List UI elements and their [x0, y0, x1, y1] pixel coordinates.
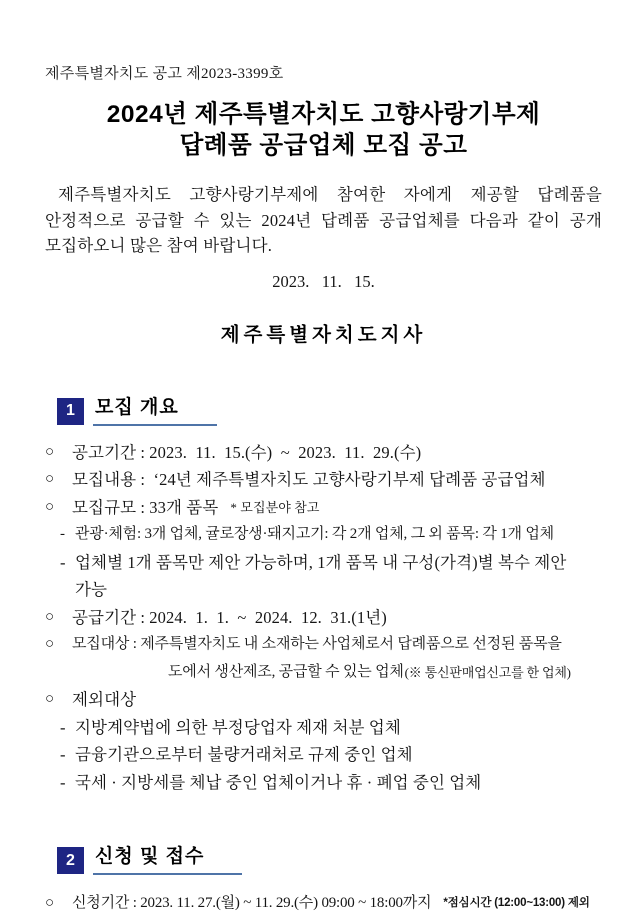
item-text: 지방계약법에 의한 부정당업자 제재 처분 업체	[75, 717, 401, 737]
section-2-number-badge: 2	[57, 847, 84, 874]
list-item	[60, 769, 602, 797]
list-item	[45, 686, 602, 714]
item-note: * 모집분야 참고	[230, 499, 320, 515]
item-note: (※ 통신판매업신고를 한 업체)	[404, 664, 571, 680]
item-text: 신청기간 : 2023. 11. 27.(월) ~ 11. 29.(수) 09:00 ~ 18:00까지	[72, 895, 432, 911]
section-1-list	[45, 439, 602, 797]
item-marker: -	[60, 745, 66, 764]
page-title-line-2: 답례품 공급업체 모집 공고	[179, 132, 468, 159]
doc-number: 제주특별자치도 공고 제2023-3399호	[45, 66, 284, 82]
section-1-header	[57, 392, 602, 426]
section-2-title: 신청 및 접수	[93, 841, 242, 875]
signer-title: 제주특별자치도지사	[220, 323, 427, 346]
item-text: 업체별 1개 품목만 제안 가능하며, 1개 품목 내 구성(가격)별 복수 제안 가능	[75, 552, 571, 599]
section-2-header	[57, 841, 602, 875]
intro-paragraph: 제주특별자치도 고향사랑기부제에 참여한 자에게 제공할 답례품을 안정적으로 공급할 수 있는 2024년 답례품 공급업체를 다음과 같이 공개 모집하오니 많은 참여 바랍니다.	[45, 185, 602, 255]
item-text: 모집내용 : ‘24년 제주특별자치도 고향사랑기부제 답례품 공급업체	[72, 470, 546, 489]
item-marker: ○	[45, 636, 54, 652]
item-marker: ○	[45, 691, 55, 707]
list-item-continuation	[168, 659, 602, 687]
announcement-date: 2023. 11. 15.	[272, 271, 375, 291]
list-item	[45, 604, 602, 632]
item-marker: ○	[45, 443, 55, 460]
section-1-title: 모집 개요	[93, 392, 217, 426]
list-item	[60, 741, 602, 769]
item-marker: -	[60, 772, 66, 792]
item-text: 국세 · 지방세를 체납 중인 업체이거나 휴 · 폐업 중인 업체	[75, 772, 482, 792]
section-2-list	[45, 890, 602, 918]
item-text: 공급기간 : 2024. 1. 1. ~ 2024. 12. 31.(1년)	[72, 607, 387, 627]
item-text: 금융기관으로부터 불량거래처로 규제 중인 업체	[75, 745, 413, 764]
list-item	[60, 549, 602, 604]
section-1-number-badge: 1	[57, 398, 84, 425]
item-marker: ○	[45, 471, 55, 487]
list-item	[45, 439, 602, 467]
list-item	[45, 466, 602, 494]
item-marker: -	[60, 552, 66, 572]
list-item	[45, 494, 602, 522]
page-title-line-1: 2024년 제주특별자치도 고향사랑기부제	[106, 101, 541, 128]
item-marker: -	[60, 526, 65, 542]
page-title	[45, 99, 602, 161]
item-text: 모집규모 : 33개 품목	[72, 497, 219, 517]
item-text: 모집대상 : 제주특별자치도 내 소재하는 사업체로서 답례품으로 선정된 품목을	[72, 636, 562, 652]
item-text: 관광·체험: 3개 업체, 귤로장생·돼지고기: 각 2개 업체, 그 외 품목: 각 1개 업체	[75, 526, 554, 542]
item-marker: ○	[45, 608, 55, 625]
list-item	[60, 714, 602, 742]
item-note: *점심시간 (12:00~13:00) 제외	[443, 897, 590, 909]
item-marker: ○	[45, 498, 55, 515]
item-text: 공고기간 : 2023. 11. 15.(수) ~ 2023. 11. 29.(수)	[72, 442, 422, 462]
list-item	[45, 890, 602, 918]
item-marker: -	[60, 717, 66, 737]
item-text: 제외대상	[72, 690, 137, 709]
item-text: 도에서 생산제조, 공급할 수 있는 업체	[168, 663, 404, 680]
list-item	[60, 521, 602, 549]
list-item	[45, 631, 602, 659]
item-marker: ○	[45, 895, 54, 911]
